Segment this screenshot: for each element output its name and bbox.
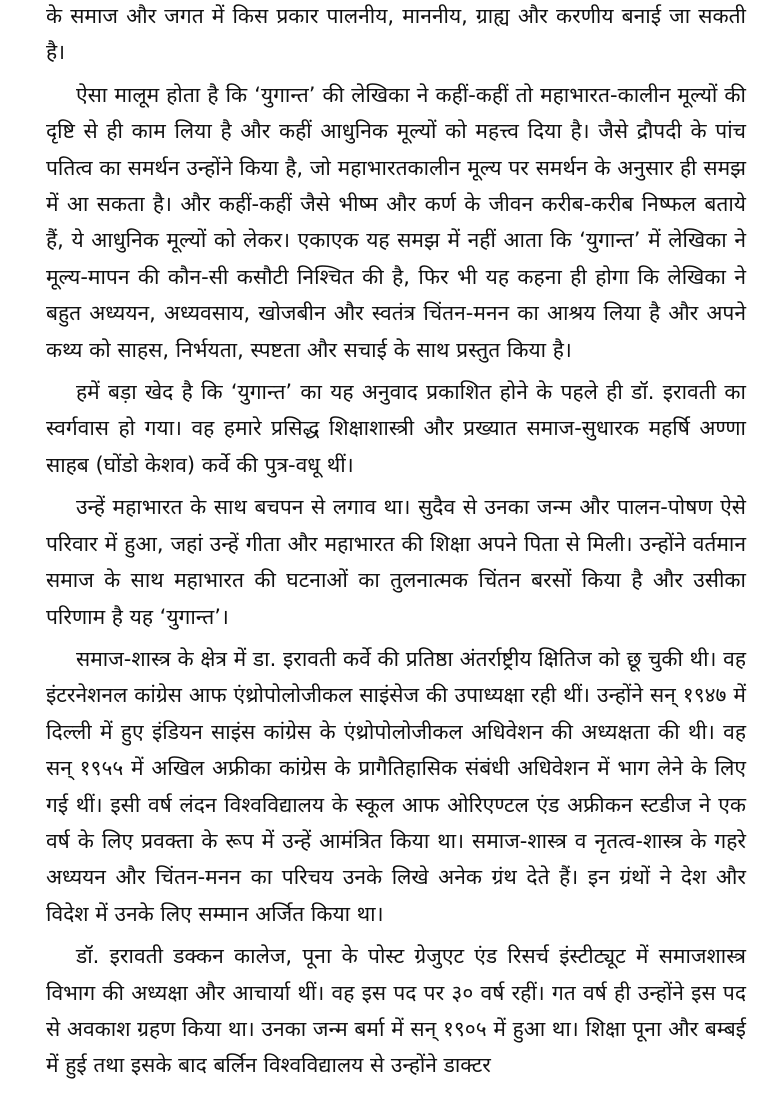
document-page (46, 0, 746, 1108)
paragraph-3: हमें बड़ा खेद है कि ‘युगान्त’ का यह अनुवाद प्रकाशित होने के पहले ही डॉ. इरावती का स्वर्गवास हो गया। वह हमारे प्रसिद्ध शिक्षाशास्त्री और प्रख्यात समाज-सुधारक महर्षि अण्णा साहब (घोंडो केशव) कर्वे की पुत्र-वधू थीं। (46, 380, 746, 477)
paragraph-5: समाज-शास्त्र के क्षेत्र में डा. इरावती कर्वे की प्रतिष्ठा अंतर्राष्ट्रीय क्षितिज को छू चुकी थी। वह इंटरनेशनल कांग्रेस आफ एंथ्रोपोलोजीकल साइंसेज की उपाध्यक्षा रही थीं। उन्होंने सन् १९४७ में दिल्ली में हुए इंडियन साइंस कांग्रेस के एंथ्रोपोलोजीकल अधिवेशन की अध्यक्षता की थी। वह सन् १९५५ में अखिल अफ्रीका कांग्रेस के प्रागैतिहासिक संबंधी अधिवेशन में भाग लेने के लिए गई थीं। इसी वर्ष लंदन विश्वविद्यालय के स्कूल आफ ओरिएण्टल एंड अफ्रीकन स्टडीज ने एक वर्ष के लिए प्रवक्ता के रूप में उन्हें आमंत्रित किया था। समाज-शास्त्र व नृतत्व-शास्त्र के गहरे अध्ययन और चिंतन-मनन का परिचय उनके लिखे अनेक ग्रंथ देते हैं। इन ग्रंथों ने देश और विदेश में उनके लिए सम्मान अर्जित किया था। (46, 646, 746, 926)
paragraph-4: उन्हें महाभारत के साथ बचपन से लगाव था। सुदैव से उनका जन्म और पालन-पोषण ऐसे परिवार में हुआ, जहां उन्हें गीता और महाभारत की शिक्षा अपने पिता से मिली। उन्होंने वर्तमान समाज के साथ महाभारत की घटनाओं का तुलनात्मक चिंतन बरसों किया है और उसीका परिणाम है यह ‘युगान्त’। (46, 495, 746, 629)
paragraph-1: के समाज और जगत में किस प्रकार पालनीय, माननीय, ग्राह्य और करणीय बनाई जा सकती है। (46, 4, 746, 65)
paragraph-2: ऐसा मालूम होता है कि ‘युगान्त’ की लेखिका ने कहीं-कहीं तो महाभारत-कालीन मूल्यों की दृष्टि से ही काम लिया है और कहीं आधुनिक मूल्यों को महत्त्व दिया है। जैसे द्रौपदी के पांच पतित्व का समर्थन उन्होंने किया है, जो महाभारतकालीन मूल्य पर समर्थन के अनुसार ही समझ में आ सकता है। और कहीं-कहीं जैसे भीष्म और कर्ण के जीवन करीब-करीब निष्फल बताये हैं, ये आधुनिक मूल्यों को लेकर। एकाएक यह समझ में नहीं आता कि ‘युगान्त’ में लेखिका ने मूल्य-मापन की कौन-सी कसौटी निश्चित की है, फिर भी यह कहना ही होगा कि लेखिका ने बहुत अध्ययन, अध्यवसाय, खोजबीन और स्वतंत्र चिंतन-मनन का आश्रय लिया है और अपने कथ्य को साहस, निर्भयता, स्पष्टता और सचाई के साथ प्रस्तुत किया है। (46, 82, 746, 362)
paragraph-6: डॉ. इरावती डक्कन कालेज, पूना के पोस्ट ग्रेजुएट एंड रिसर्च इंस्टीट्यूट में समाजशास्त्र विभाग की अध्यक्षा और आचार्या थीं। वह इस पद पर ३० वर्ष रहीं। गत वर्ष ही उन्होंने इस पद से अवकाश ग्रहण किया था। उनका जन्म बर्मा में सन् १९०५ में हुआ था। शिक्षा पूना और बम्बई में हुई तथा इसके बाद बर्लिन विश्वविद्यालय से उन्होंने डाक्टर (46, 944, 746, 1078)
